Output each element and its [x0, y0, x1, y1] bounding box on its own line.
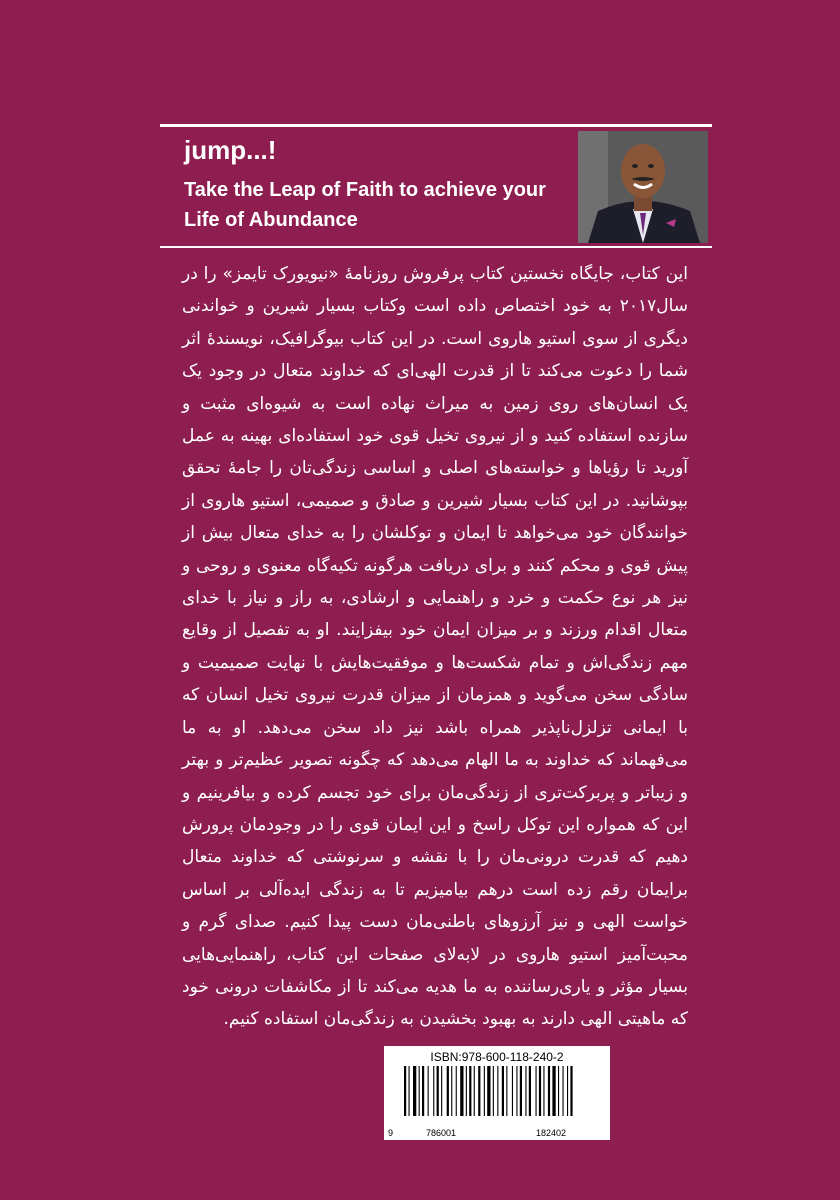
book-subtitle: Take the Leap of Faith to achieve your Life of Abundance [184, 179, 546, 231]
barcode-digit-group1: 786001 [426, 1128, 457, 1138]
barcode [392, 1066, 602, 1128]
isbn-label: ISBN:978-600-118-240-2 [430, 1050, 564, 1064]
barcode-digit-first: 9 [388, 1128, 394, 1138]
book-description: این کتاب، جایگاه نخستین کتاب پرفروش روزنامهٔ «نیویورک تایمز» را در سال۲۰۱۷ به خود اختصاص داده است وکتاب بسیار شیرین و خواندنی دیگری از سوی استیو هاروی است. در این کتاب بیوگرافیک، نویسندهٔ اثر شما را دعوت می‌کند تا از قدرت الهی‌ای که خداوند متعال در وجود یک یک انسان‌های روی زمین به میراث نهاده است به شیوه‌ای مثبت و سازنده استفاده کنید و از نیروی تخیل قوی خود استفاده‌ای بهینه به عمل آورید تا رؤیاها و خواسته‌های اصلی و اساسی زندگی‌تان را جامهٔ تحقق بپوشانید. در این کتاب بسیار شیرین و صادق و صمیمی، استیو هاروی از خوانندگان خود می‌خواهد تا ایمان و توکلشان را به خدای متعال بیش از پیش قوی و محکم کنند و برای دریافت هرگونه تکیه‌گاه معنوی و روحی و نیز هر نوع حکمت و خرد و راهنمایی و ارشادی، به راز و نیاز با خدای متعال اقدام ورزند و بر میزان ایمان خود بیفزایند. او به تفصیل از وقایع مهم زندگی‌اش و تمام شکست‌ها و موفقیت‌هایش با نهایت صمیمیت و سادگی سخن می‌گوید و همزمان از میزان قدرت نیروی تخیل انسان که با ایمانی تزلزل‌ناپذیر همراه باشد نیز داد سخن می‌دهد. او به ما می‌فهماند که خداوند به ما الهام می‌دهد که چگونه تصویر عظیم‌تر و بهتر و زیباتر و پربرکت‌تری از زندگی‌مان برای خود تجسم کرده و بیافرینیم و این که همواره این توکل راسخ و این ایمان قوی را در وجودمان پرورش دهیم که قدرت درونی‌مان را با نقشه و سرنوشتی که خداوند متعال برایمان رقم زده است درهم بیامیزیم تا به زندگی ایده‌آلی بر اساس خواست الهی و نیز آرزوهای باطنی‌مان دست پیدا کنیم. صدای گرم و محبت‌آمیز استیو هاروی در لابه‌لای صفحات این کتاب، راهنمایی‌هایی بسیار مؤثر و یاری‌رساننده به ما هدیه می‌کند تا از مکاشفات درونی خود که ماهیتی الهی دارند به بهبود بخشیدن به زندگی‌مان استفاده کنیم. [182, 264, 688, 1030]
author-photo [578, 131, 708, 243]
header-box [160, 127, 712, 248]
book-title: jump...! [184, 135, 277, 165]
author-portrait-icon [578, 131, 708, 243]
barcode-box [384, 1046, 610, 1140]
barcode-digit-group2: 182402 [536, 1128, 567, 1138]
